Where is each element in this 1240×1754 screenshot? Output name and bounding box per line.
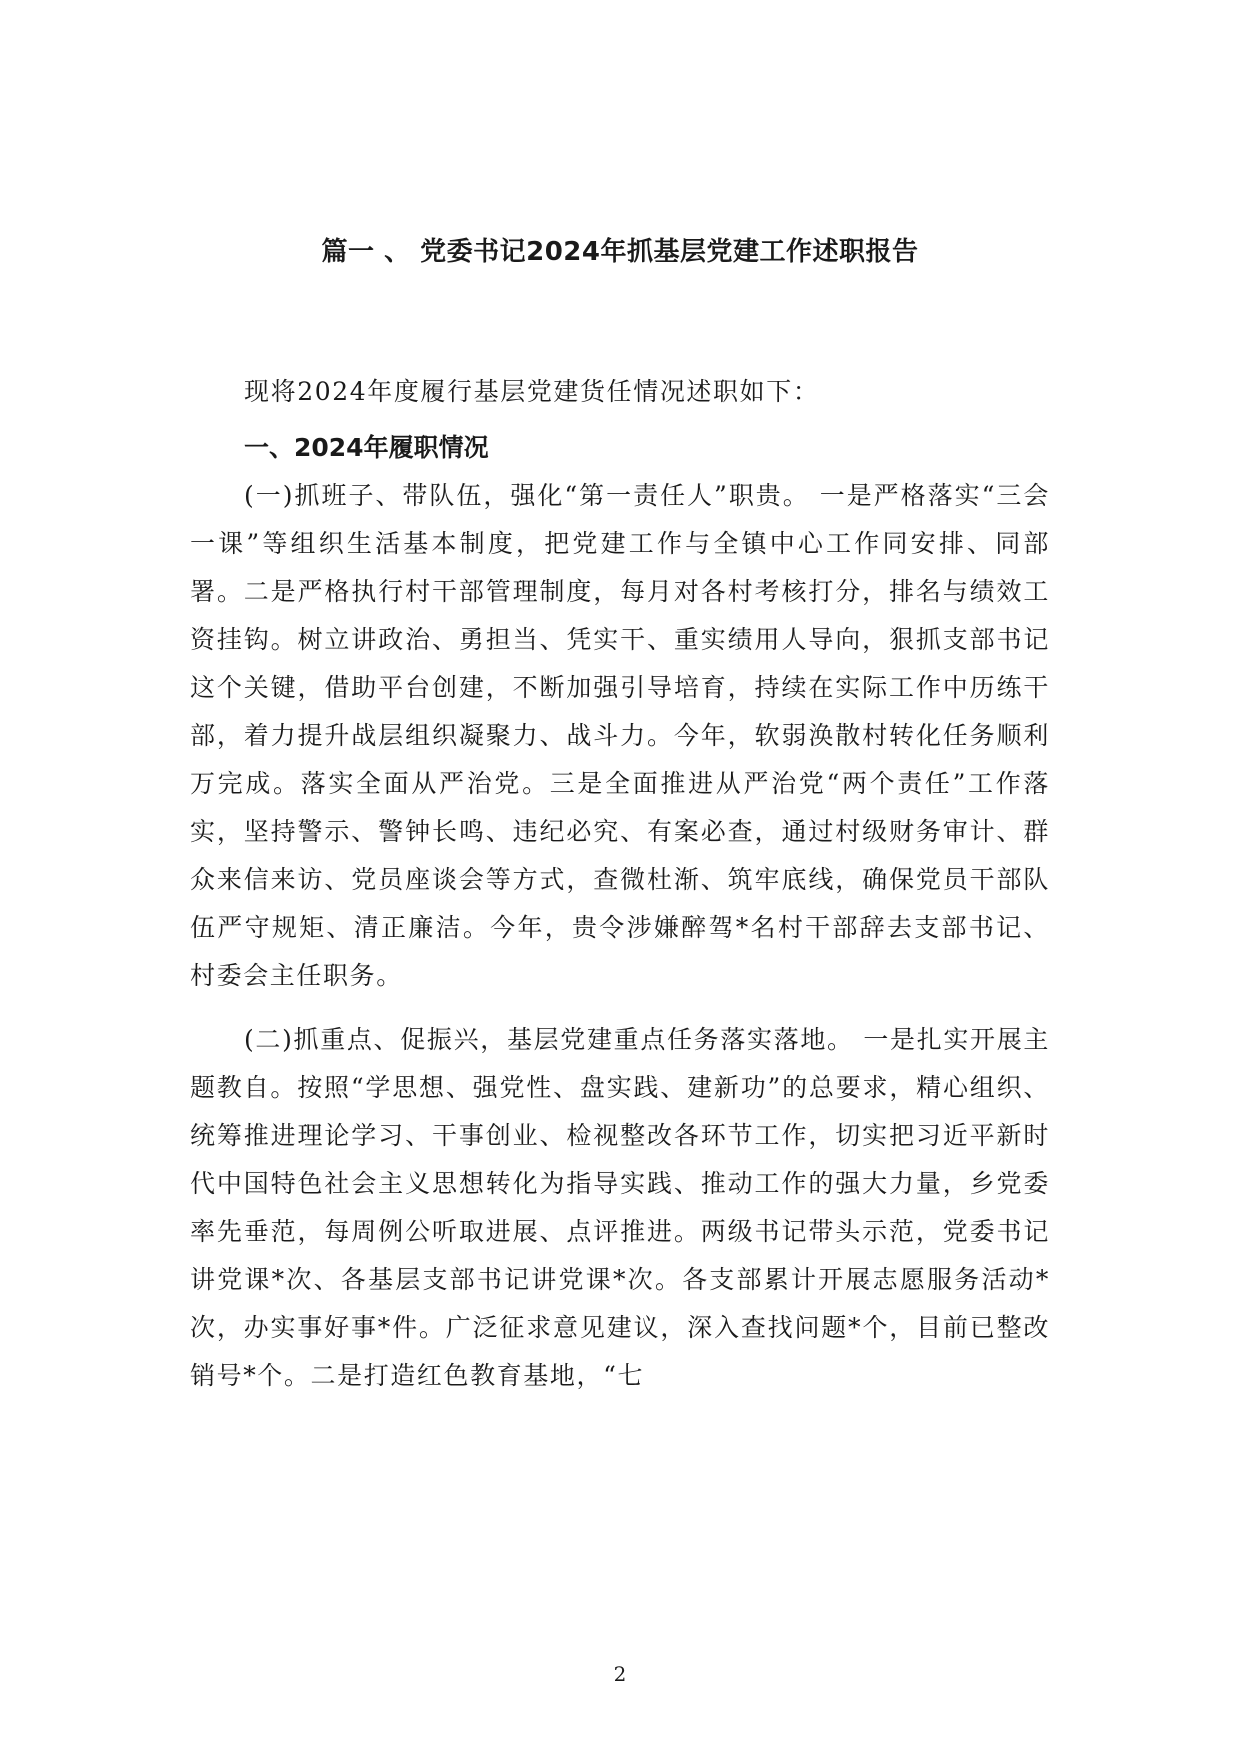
body-paragraph-1: (一)抓班子、带队伍，强化“第一责任人”职贵。 一是严格落实“三会一课”等组织生活基本制度，把党建工作与全镇中心工作同安排、同部署。二是严格执行村干部管理制度，每月对各村考核打分，排名与绩效工资挂钩。树立讲政治、勇担当、凭实干、重实绩用人导向，狠抓支部书记这个关键，借助平台创建，不断加强引导培育，持续在实际工作中历练干部，着力提升战层组织凝聚力、战斗力。今年，软弱涣散村转化任务顺利万完成。落实全面从严治党。三是全面推进从严治党“两个责任”工作落实，坚持警示、警钟长鸣、违纪必究、有案必查，通过村级财务审计、群众来信来访、党员座谈会等方式，查微杜渐、筑牢底线，确保党员干部队伍严守规矩、清正廉洁。今年，贵令涉嫌醉驾*名村干部辞去支部书记、村委会主任职务。 [190,481,1050,990]
body-paragraph-2: (二)抓重点、促振兴，基层党建重点任务落实落地。 一是扎实开展主题教自。按照“学思想、强党性、盘实践、建新功”的总要求，精心组织、统筹推进理论学习、干事创业、检视整改各环节工作，切实把习近平新时代中国特色社会主义思想转化为指导实践、推动工作的强大力量，乡党委率先垂范，每周例公听取进展、点评推进。两级书记带头示范，党委书记讲党课*次、各基层支部书记讲党课*次。各支部累计开展志愿服务活动*次，办实事好事*件。广泛征求意见建议，深入查找问题*个，目前已整改销号*个。二是打造红色教育基地，“七 [190,1025,1050,1390]
document-title: 篇一 、 党委书记2024年抓基层党建工作述职报告 [321,237,919,267]
intro-paragraph: 现将2024年度履行基层党建货任情况述职如下： [244,377,820,406]
page-number: 2 [613,1662,627,1686]
section-heading: 一、2024年履职情况 [244,433,489,462]
